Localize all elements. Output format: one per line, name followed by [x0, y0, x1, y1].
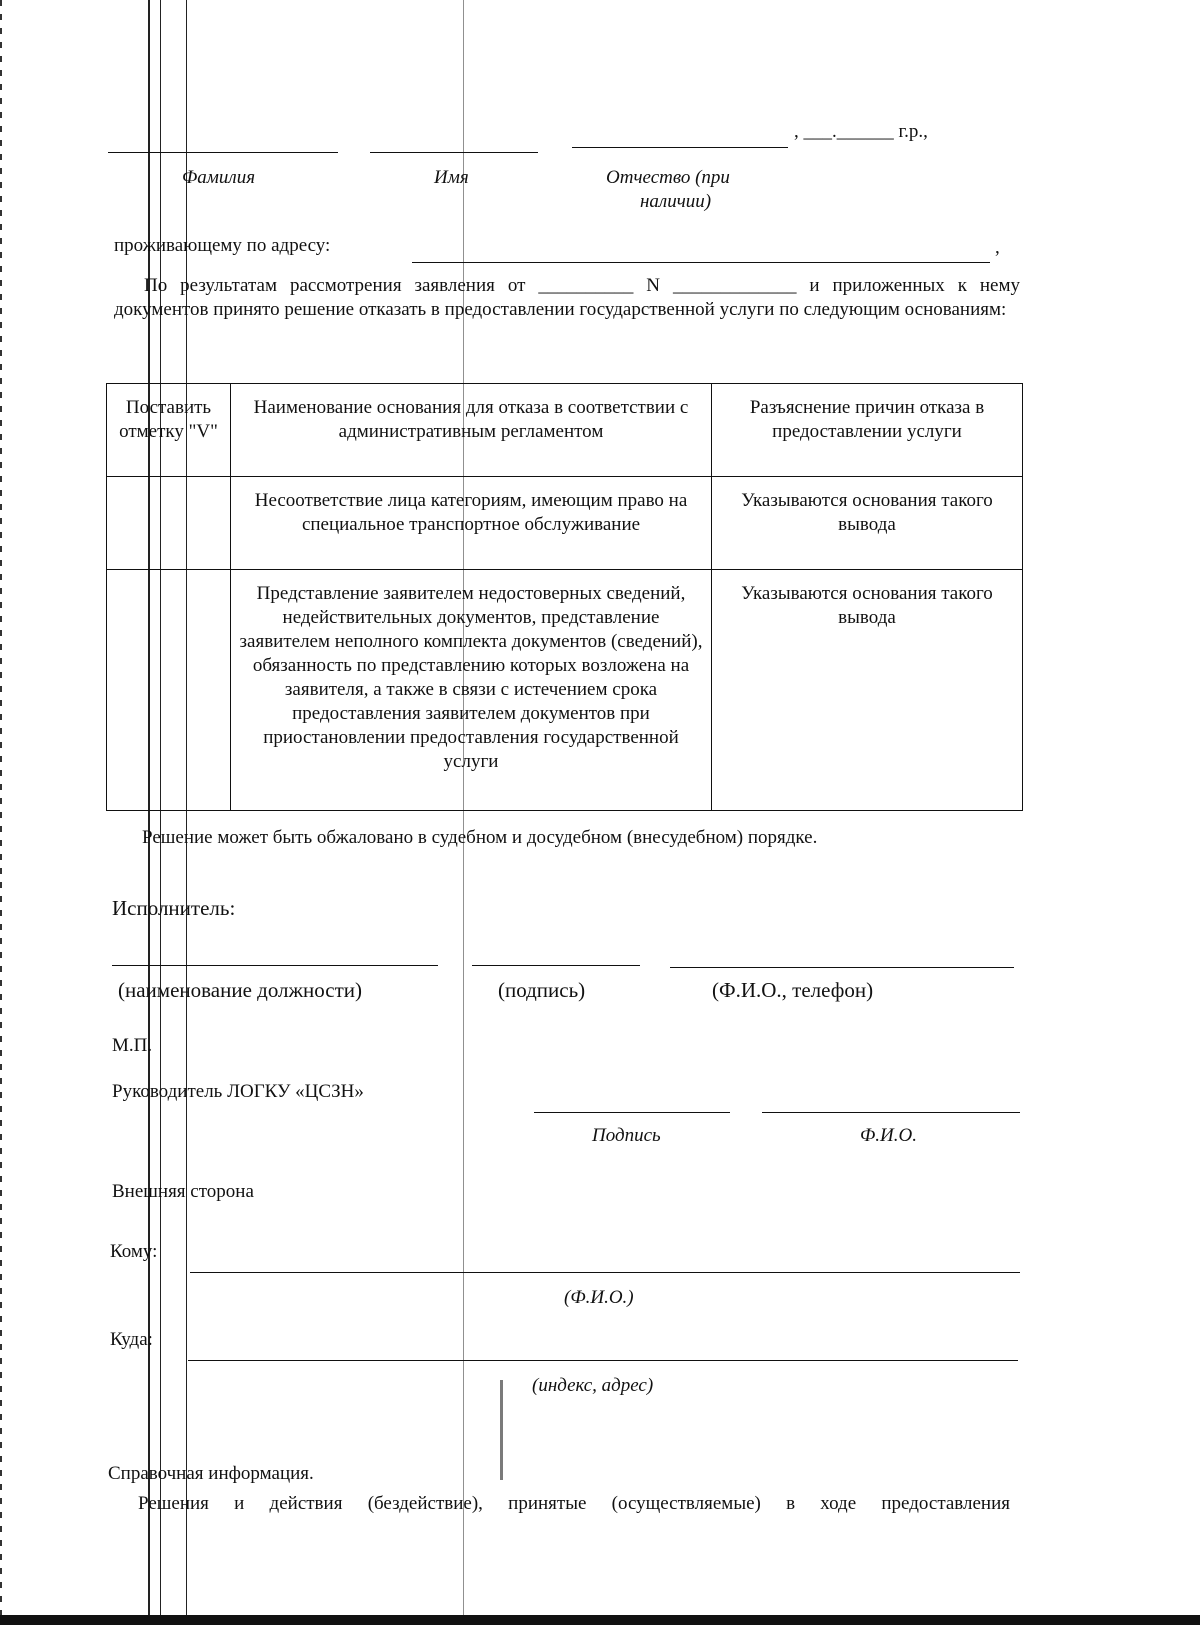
head-fio-line [762, 1112, 1020, 1113]
executor-signature-line [472, 965, 640, 966]
table-header-row [107, 384, 1023, 477]
head-signature-line [534, 1112, 730, 1113]
patronymic-label-2: наличии) [640, 191, 712, 212]
birth-date-suffix: , ___.______ г.р., [794, 121, 928, 142]
head-signature-caption: Подпись [592, 1125, 661, 1146]
scan-line-4 [463, 0, 464, 1625]
reason-cell: Представление заявителем недостоверных сведений, недействительных документов, представление заявителем неполного комплекта документов (сведений), обязанность по представлению которых возложена на заявителя, а также в связи с истечением срока предоставления заявителем документов при приостановлении предоставления государственной услуги [231, 570, 712, 811]
table-row [107, 477, 1023, 570]
surname-line [108, 152, 338, 153]
patronymic-label-1: Отчество (при [606, 167, 730, 188]
scan-bottom-band [0, 1615, 1200, 1625]
header-explanation: Разъяснение причин отказа в предоставлении услуги [712, 384, 1023, 477]
explanation-cell: Указываются основания такого вывода [712, 570, 1023, 811]
to-line [190, 1272, 1020, 1273]
executor-position-caption: (наименование должности) [118, 978, 363, 1002]
where-caption: (индекс, адрес) [532, 1375, 654, 1396]
intro-paragraph: По результатам рассмотрения заявления от __________ N _____________ и приложенных к нему документов принято решение отказать в предоставлении государственной услуги по следующим основаниям: [114, 275, 1020, 320]
executor-fio-caption: (Ф.И.О., телефон) [712, 978, 874, 1002]
reason-cell: Несоответствие лица категориям, имеющим право на специальное транспортное обслуживание [231, 477, 712, 570]
to-caption: (Ф.И.О.) [564, 1287, 634, 1308]
surname-label: Фамилия [182, 167, 256, 188]
address-line [412, 262, 990, 263]
mark-cell[interactable] [107, 570, 231, 811]
where-label: Куда: [110, 1329, 153, 1350]
address-comma: , [995, 237, 1000, 258]
head-fio-caption: Ф.И.О. [860, 1125, 917, 1146]
reference-text: Решения и действия (бездействие), принятые (осуществляемые) в ходе предоставления [138, 1493, 1010, 1514]
scan-line-5 [500, 1380, 503, 1480]
scan-edge-dashes [0, 0, 2, 1625]
appeal-text: Решение может быть обжаловано в судебном и досудебном (внесудебном) порядке. [142, 827, 818, 848]
refusal-reasons-table [106, 383, 1023, 811]
executor-position-line [112, 965, 438, 966]
explanation-cell: Указываются основания такого вывода [712, 477, 1023, 570]
name-line [370, 152, 538, 153]
to-label: Кому: [110, 1241, 158, 1262]
mark-cell[interactable] [107, 477, 231, 570]
executor-label: Исполнитель: [112, 896, 236, 920]
seal-placeholder: М.П. [112, 1035, 153, 1056]
executor-signature-caption: (подпись) [498, 978, 586, 1002]
reference-title: Справочная информация. [108, 1463, 314, 1484]
where-line [188, 1360, 1018, 1361]
head-label: Руководитель ЛОГКУ «ЦСЗН» [112, 1081, 364, 1102]
table-row [107, 570, 1023, 811]
executor-fio-line [670, 967, 1014, 968]
header-reason: Наименование основания для отказа в соответствии с административным регламентом [231, 384, 712, 477]
patronymic-line [572, 147, 788, 148]
header-mark: Поставить отметку "V" [107, 384, 231, 477]
name-label: Имя [434, 167, 469, 188]
address-label: проживающему по адресу: [114, 235, 331, 256]
outer-side-title: Внешняя сторона [112, 1181, 254, 1202]
